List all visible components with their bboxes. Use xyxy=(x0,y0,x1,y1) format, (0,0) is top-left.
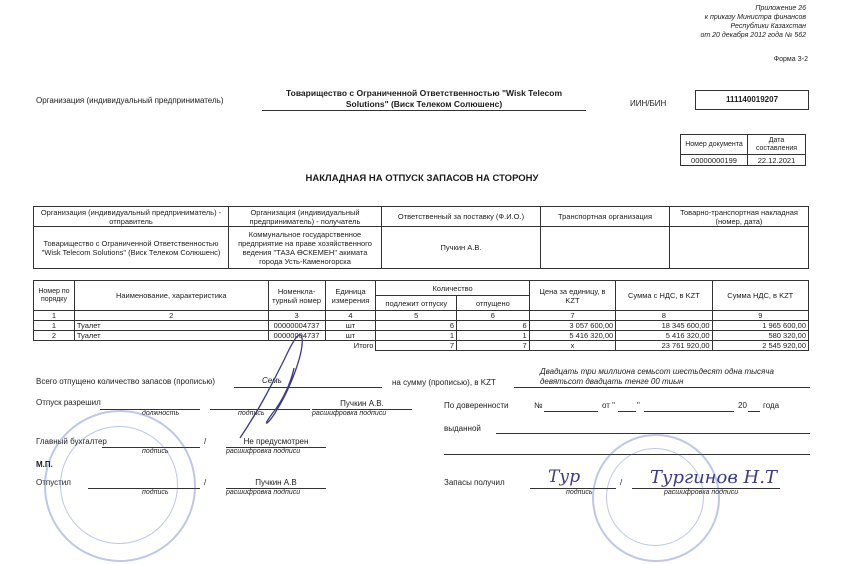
received-signature-handwritten: Тур xyxy=(548,467,581,487)
form-label: Форма З-2 xyxy=(773,56,808,63)
row-unit: шт xyxy=(325,331,376,341)
proxy-year: 20 xyxy=(738,401,747,410)
proxy-no-line xyxy=(544,411,598,412)
total-price: x xyxy=(529,341,616,351)
amount-words-line1: Двадцать три миллиона семьсот шестьдесят одна тысяча xyxy=(540,367,774,376)
qty-words-value: Семь xyxy=(262,376,282,385)
row-vat: 1 965 600,00 xyxy=(712,321,808,331)
proxy-no-label: № xyxy=(534,401,543,410)
doc-date-value: 22.12.2021 xyxy=(748,155,806,166)
col-number: 6 xyxy=(457,311,530,321)
decoding-caption: расшифровка подписи xyxy=(664,489,739,496)
proxy-year-line xyxy=(748,411,760,412)
proxy-from-label: от " xyxy=(602,401,615,410)
decoding-caption: расшифровка подписи xyxy=(226,448,301,455)
doc-number-table xyxy=(680,134,806,166)
total-release: 7 xyxy=(376,341,457,351)
items-header-unit: Единица измерения xyxy=(325,281,376,311)
received-name-handwritten: Тургинов Н.Т xyxy=(650,467,777,488)
items-header-code: Номенкла-турный номер xyxy=(268,281,325,311)
proxy-month-line xyxy=(644,411,734,412)
parties-header-transport: Транспортная организация xyxy=(541,207,670,227)
amount-words-label: на сумму (прописью), в KZT xyxy=(392,378,496,387)
items-header-name: Наименование, характеристика xyxy=(74,281,268,311)
issued-label: выданной xyxy=(444,424,481,433)
items-header-price: Цена за единицу, в KZT xyxy=(529,281,616,311)
signature-caption: подпись xyxy=(238,410,265,417)
col-number: 8 xyxy=(616,311,712,321)
release-name: Пучкин А.В. xyxy=(340,399,384,408)
col-number: 1 xyxy=(34,311,75,321)
received-label: Запасы получил xyxy=(444,478,505,487)
row-released: 1 xyxy=(457,331,530,341)
parties-value-sender: Товарищество с Ограниченной Ответственностью "Wisk Telecom Solutions" (Виск Телеком Солюшенс) xyxy=(34,227,229,269)
position-caption: должность xyxy=(142,410,180,417)
row-price: 5 416 320,00 xyxy=(529,331,616,341)
col-number: 2 xyxy=(74,311,268,321)
signature-caption: подпись xyxy=(142,448,169,455)
parties-header-sender: Организация (индивидуальный предприниматель) - отправитель xyxy=(34,207,229,227)
mp-label: М.П. xyxy=(36,460,53,469)
page-title: НАКЛАДНАЯ НА ОТПУСК ЗАПАСОВ НА СТОРОНУ xyxy=(305,173,539,184)
doc-date-header: Дата составления xyxy=(748,135,806,155)
amount-words-line2: девятьсот двадцать тенге 00 тиын xyxy=(540,377,684,386)
row-name: Туалет xyxy=(74,331,268,341)
items-header-sum: Сумма с НДС, в KZT xyxy=(616,281,712,311)
slash-separator: / xyxy=(620,478,623,487)
items-header-qty-release: подлежит отпуску xyxy=(376,296,457,311)
col-number: 5 xyxy=(376,311,457,321)
col-number: 9 xyxy=(712,311,808,321)
qty-words-label: Всего отпущено количество запасов (прописью) xyxy=(36,377,216,386)
doc-number-value: 00000000199 xyxy=(681,155,748,166)
col-number: 4 xyxy=(325,311,376,321)
chief-accountant-name: Не предусмотрен xyxy=(243,437,309,446)
row-code: 00000004737 xyxy=(268,331,325,341)
row-num: 1 xyxy=(34,321,75,331)
total-released: 7 xyxy=(457,341,530,351)
org-name-line1: Товарищество с Ограниченной Ответственностью "Wisk Telecom xyxy=(285,88,563,98)
parties-value-responsible: Пучкин А.В. xyxy=(382,227,541,269)
total-blank xyxy=(34,341,75,351)
row-name: Туалет xyxy=(74,321,268,331)
proxy-year-suffix: года xyxy=(763,401,780,410)
appendix-line-4: от 20 декабря 2012 года № 562 xyxy=(700,32,806,39)
table-row xyxy=(34,321,809,331)
row-sum: 5 416 320,00 xyxy=(616,331,712,341)
amount-words-underline xyxy=(514,387,810,388)
col-number: 7 xyxy=(529,311,616,321)
parties-header-receiver: Организация (индивидуальный предприниматель) - получатель xyxy=(229,207,382,227)
appendix-line-3: Республики Казахстан xyxy=(730,23,806,30)
release-label: Отпуск разрешил xyxy=(36,398,101,407)
total-sum: 23 761 920,00 xyxy=(616,341,712,351)
stamp-left-inner-icon xyxy=(60,426,178,544)
signature-caption: подпись xyxy=(142,489,169,496)
org-name-line2: Solutions" (Виск Телеком Солюшенс) xyxy=(345,99,503,109)
items-header-vat: Сумма НДС, в KZT xyxy=(712,281,808,311)
row-release: 1 xyxy=(376,331,457,341)
stamp-right-inner-icon xyxy=(606,448,704,546)
slash-separator: / xyxy=(204,478,207,487)
row-num: 2 xyxy=(34,331,75,341)
parties-header-responsible: Ответственный за поставку (Ф.И.О.) xyxy=(382,207,541,227)
signature-caption: подпись xyxy=(566,489,593,496)
decoding-caption: расшифровка подписи xyxy=(312,410,387,417)
row-code: 00000004737 xyxy=(268,321,325,331)
row-released: 6 xyxy=(457,321,530,331)
chief-accountant-label: Главный бухгалтер xyxy=(36,437,107,446)
total-vat: 2 545 920,00 xyxy=(712,341,808,351)
row-release: 6 xyxy=(376,321,457,331)
parties-value-receiver: Коммунальное государственное предприятие на праве хозяйственного ведения "ТАЗА ӨСКЕМЕН" акимата города Усть-Каменогорска xyxy=(229,227,382,269)
proxy-label: По доверенности xyxy=(444,401,509,410)
iin-label: ИИН/БИН xyxy=(630,99,667,108)
slash-separator: / xyxy=(204,437,207,446)
decoding-caption: расшифровка подписи xyxy=(226,489,301,496)
items-header-num: Номер по порядку xyxy=(34,281,75,311)
parties-header-waybill: Товарно-транспортная накладная (номер, дата) xyxy=(670,207,809,227)
parties-value-transport xyxy=(541,227,670,269)
row-unit: шт xyxy=(325,321,376,331)
proxy-day-line xyxy=(618,411,636,412)
row-sum: 18 345 600,00 xyxy=(616,321,712,331)
released-name: Пучкин А.В xyxy=(255,478,297,487)
signature-scribble-icon xyxy=(230,318,320,448)
row-vat: 580 320,00 xyxy=(712,331,808,341)
parties-value-waybill xyxy=(670,227,809,269)
items-table xyxy=(33,280,809,351)
table-total-row xyxy=(34,341,809,351)
org-underline xyxy=(262,110,586,111)
col-number: 3 xyxy=(268,311,325,321)
items-header-qty: Количество xyxy=(376,281,529,296)
released-label: Отпустил xyxy=(36,478,71,487)
row-price: 3 057 600,00 xyxy=(529,321,616,331)
iin-value: 111140019207 xyxy=(695,90,809,110)
appendix-line-1: Приложение 26 xyxy=(755,5,806,12)
proxy-quote: " xyxy=(637,401,640,410)
doc-number-header: Номер документа xyxy=(681,135,748,155)
org-label: Организация (индивидуальный предприниматель) xyxy=(36,96,224,105)
parties-table xyxy=(33,206,809,269)
appendix-line-2: к приказу Министра финансов xyxy=(704,14,806,21)
items-header-qty-released: отпущено xyxy=(457,296,530,311)
table-row xyxy=(34,331,809,341)
total-label: Итого xyxy=(353,341,374,351)
